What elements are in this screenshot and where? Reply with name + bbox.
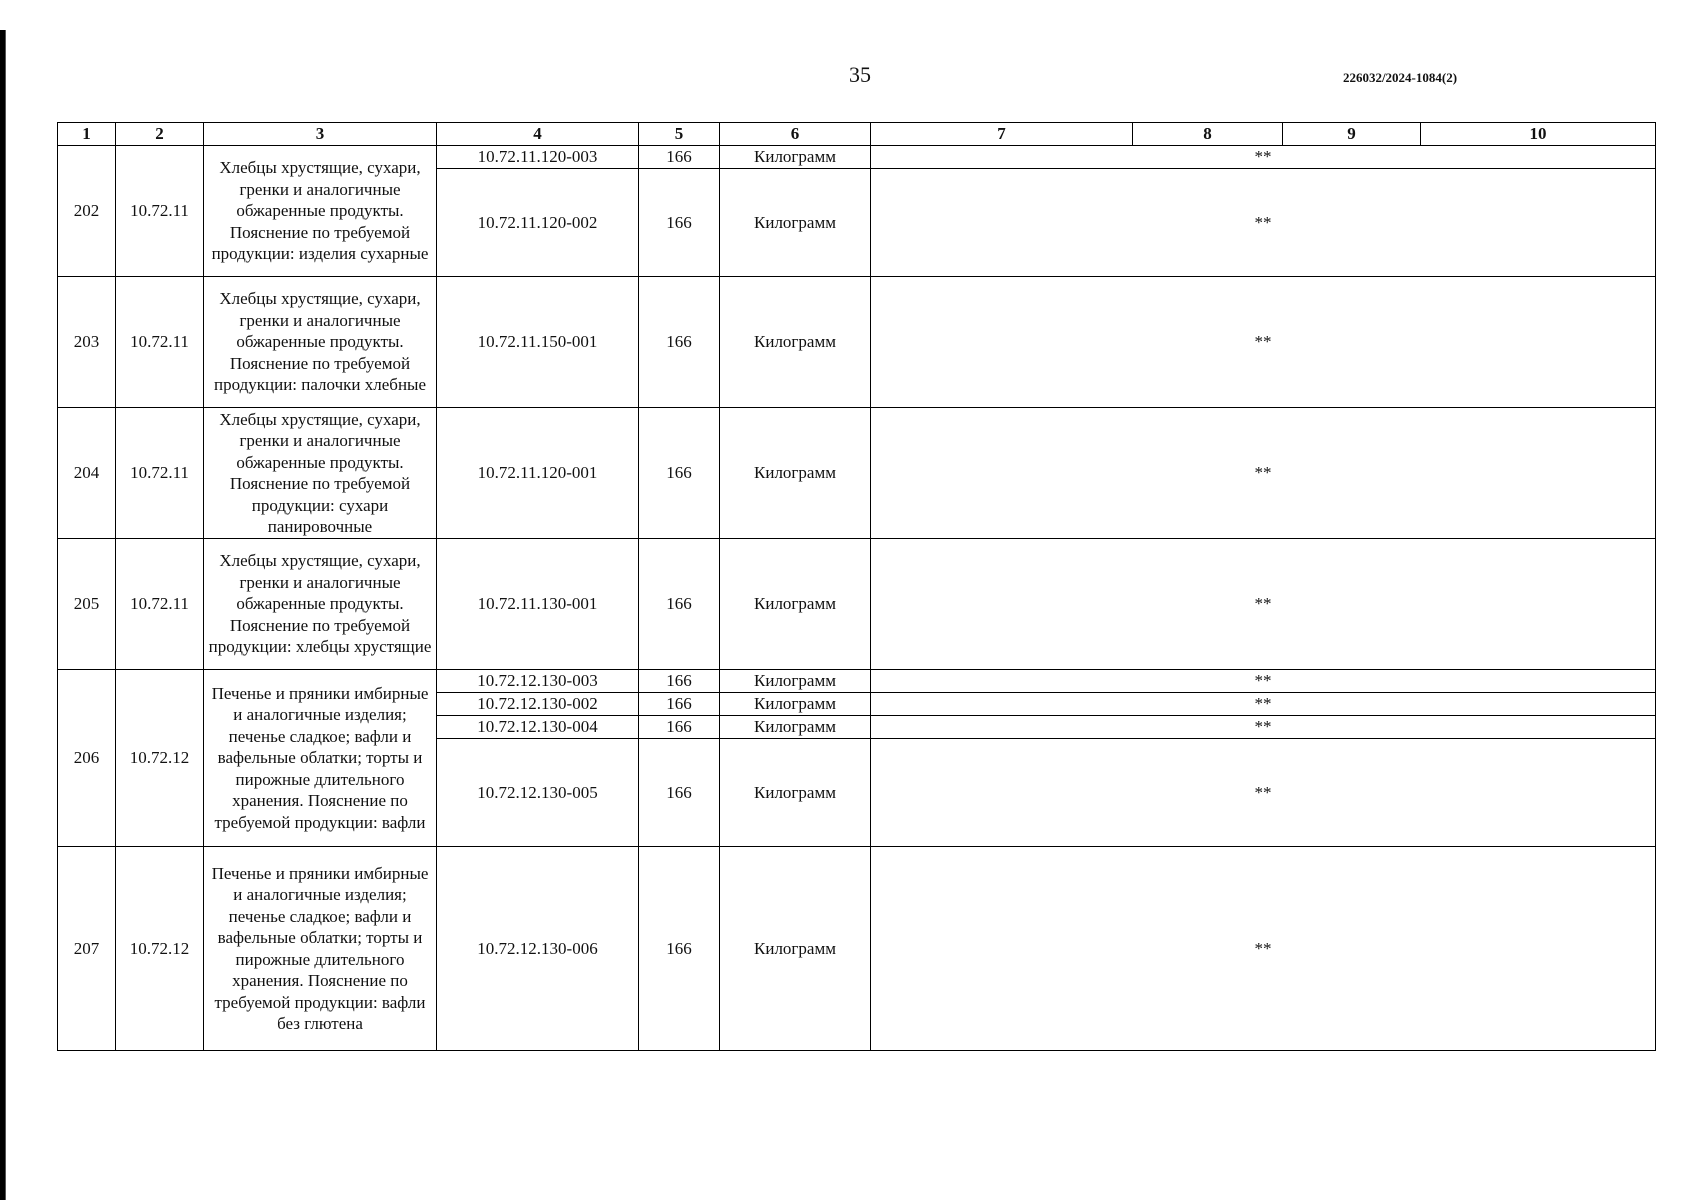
unit-name: Килограмм — [720, 693, 871, 716]
product-description: Хлебцы хрустящие, сухари, гренки и аналогичные обжаренные продукты. Пояснение по требуемой продукции: сухари панировочные — [204, 408, 437, 539]
unit-name: Килограмм — [720, 670, 871, 693]
merged-mark: ** — [871, 146, 1656, 169]
table-row — [58, 539, 1656, 670]
ktru-code: 10.72.11.130-001 — [437, 539, 639, 670]
document-id: 226032/2024-1084(2) — [1342, 70, 1458, 85]
ktru-code: 10.72.11.120-002 — [437, 169, 639, 277]
unit-name: Килограмм — [720, 739, 871, 847]
row-number: 205 — [58, 539, 116, 670]
table-row — [58, 670, 1656, 693]
okpd-code: 10.72.11 — [116, 408, 204, 539]
okei-code: 166 — [639, 716, 720, 739]
column-header: 7 — [871, 123, 1133, 146]
product-description: Хлебцы хрустящие, сухари, гренки и аналогичные обжаренные продукты. Пояснение по требуемой продукции: палочки хлебные — [204, 277, 437, 408]
product-description: Хлебцы хрустящие, сухари, гренки и аналогичные обжаренные продукты. Пояснение по требуемой продукции: изделия сухарные — [204, 146, 437, 277]
unit-name: Килограмм — [720, 146, 871, 169]
merged-mark: ** — [871, 716, 1656, 739]
unit-name: Килограмм — [720, 847, 871, 1051]
row-number: 202 — [58, 146, 116, 277]
okei-code: 166 — [639, 847, 720, 1051]
ktru-code: 10.72.11.120-003 — [437, 146, 639, 169]
product-description: Печенье и пряники имбирные и аналогичные изделия; печенье сладкое; вафли и вафельные облатки; торты и пирожные длительного хранения. Пояснение по требуемой продукции: вафли без глютена — [204, 847, 437, 1051]
okpd-code: 10.72.12 — [116, 670, 204, 847]
table-row — [58, 277, 1656, 408]
row-number: 204 — [58, 408, 116, 539]
unit-name: Килограмм — [720, 539, 871, 670]
column-header: 9 — [1283, 123, 1421, 146]
ktru-code: 10.72.11.150-001 — [437, 277, 639, 408]
okei-code: 166 — [639, 670, 720, 693]
column-header: 8 — [1133, 123, 1283, 146]
unit-name: Килограмм — [720, 169, 871, 277]
unit-name: Килограмм — [720, 277, 871, 408]
ktru-code: 10.72.12.130-006 — [437, 847, 639, 1051]
product-description: Печенье и пряники имбирные и аналогичные изделия; печенье сладкое; вафли и вафельные облатки; торты и пирожные длительного хранения. Пояснение по требуемой продукции: вафли — [204, 670, 437, 847]
okpd-code: 10.72.12 — [116, 847, 204, 1051]
column-header: 1 — [58, 123, 116, 146]
ktru-code: 10.72.11.120-001 — [437, 408, 639, 539]
merged-mark: ** — [871, 169, 1656, 277]
table-row — [58, 408, 1656, 539]
okei-code: 166 — [639, 146, 720, 169]
column-header: 4 — [437, 123, 639, 146]
column-header: 3 — [204, 123, 437, 146]
merged-mark: ** — [871, 539, 1656, 670]
okpd-code: 10.72.11 — [116, 539, 204, 670]
unit-name: Килограмм — [720, 716, 871, 739]
okei-code: 166 — [639, 169, 720, 277]
okei-code: 166 — [639, 408, 720, 539]
column-header: 5 — [639, 123, 720, 146]
merged-mark: ** — [871, 847, 1656, 1051]
product-description: Хлебцы хрустящие, сухари, гренки и аналогичные обжаренные продукты. Пояснение по требуемой продукции: хлебцы хрустящие — [204, 539, 437, 670]
merged-mark: ** — [871, 277, 1656, 408]
product-table — [57, 122, 1656, 1051]
column-header: 2 — [116, 123, 204, 146]
okei-code: 166 — [639, 539, 720, 670]
okpd-code: 10.72.11 — [116, 277, 204, 408]
ktru-code: 10.72.12.130-002 — [437, 693, 639, 716]
ktru-code: 10.72.12.130-003 — [437, 670, 639, 693]
okpd-code: 10.72.11 — [116, 146, 204, 277]
table-row — [58, 847, 1656, 1051]
table-row — [58, 146, 1656, 169]
row-number: 206 — [58, 670, 116, 847]
scan-edge — [0, 30, 8, 1200]
page-number: 35 — [849, 62, 871, 87]
merged-mark: ** — [871, 408, 1656, 539]
row-number: 203 — [58, 277, 116, 408]
column-header: 6 — [720, 123, 871, 146]
row-number: 207 — [58, 847, 116, 1051]
okei-code: 166 — [639, 693, 720, 716]
ktru-code: 10.72.12.130-005 — [437, 739, 639, 847]
column-header: 10 — [1421, 123, 1656, 146]
merged-mark: ** — [871, 739, 1656, 847]
column-numbers-row — [58, 123, 1656, 146]
okei-code: 166 — [639, 277, 720, 408]
ktru-code: 10.72.12.130-004 — [437, 716, 639, 739]
merged-mark: ** — [871, 693, 1656, 716]
okei-code: 166 — [639, 739, 720, 847]
unit-name: Килограмм — [720, 408, 871, 539]
merged-mark: ** — [871, 670, 1656, 693]
table-body — [58, 123, 1656, 1051]
